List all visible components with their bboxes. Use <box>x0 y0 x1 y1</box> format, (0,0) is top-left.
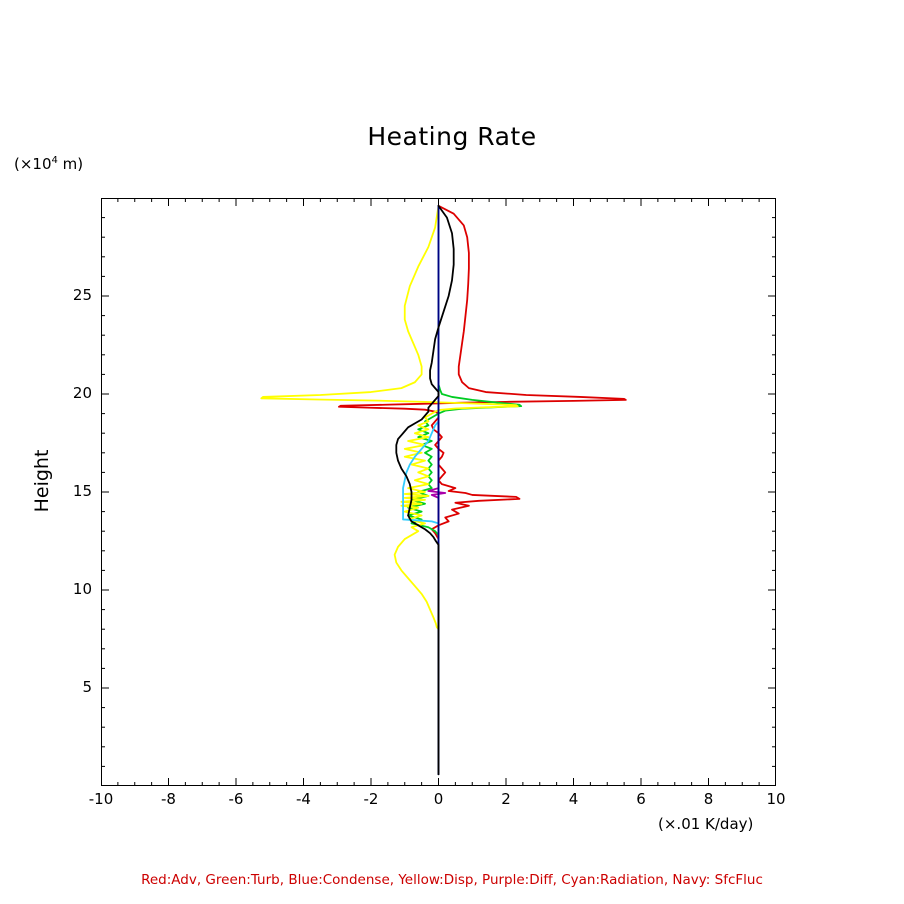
x-tick-label: -10 <box>88 790 114 808</box>
x-tick-label: -6 <box>228 790 244 808</box>
series-line <box>261 206 518 774</box>
x-tick-label: -2 <box>363 790 379 808</box>
x-tick-label: -4 <box>296 790 311 808</box>
y-axis-label: Height <box>31 449 53 513</box>
y-tick-label: 25 <box>72 286 92 304</box>
y-tick-label: 15 <box>72 482 92 500</box>
plot-area <box>101 198 776 786</box>
y-axis-unit-label: ($\times 10^4$ m) <box>14 155 84 173</box>
x-tick-label: 0 <box>433 790 444 808</box>
x-tick-label: 8 <box>703 790 714 808</box>
x-tick-label: 4 <box>568 790 579 808</box>
x-tick-label: 2 <box>501 790 511 808</box>
x-tick-label: 6 <box>636 790 646 808</box>
series-line <box>408 206 521 774</box>
y-tick-label: 20 <box>72 384 92 402</box>
x-tick-label: 10 <box>766 790 786 808</box>
chart-title: Heating Rate <box>367 122 537 151</box>
y-tick-label: 10 <box>72 580 92 598</box>
y-tick-label: 5 <box>82 678 92 696</box>
x-tick-label: -8 <box>161 790 176 808</box>
x-axis-label: (×.01 K/day) <box>658 815 754 833</box>
legend-caption: Red:Adv, Green:Turb, Blue:Condense, Yellow:Disp, Purple:Diff, Cyan:Radiation, Navy: SfcFluc <box>141 872 763 888</box>
series-line <box>428 206 445 774</box>
series-line <box>339 206 626 774</box>
